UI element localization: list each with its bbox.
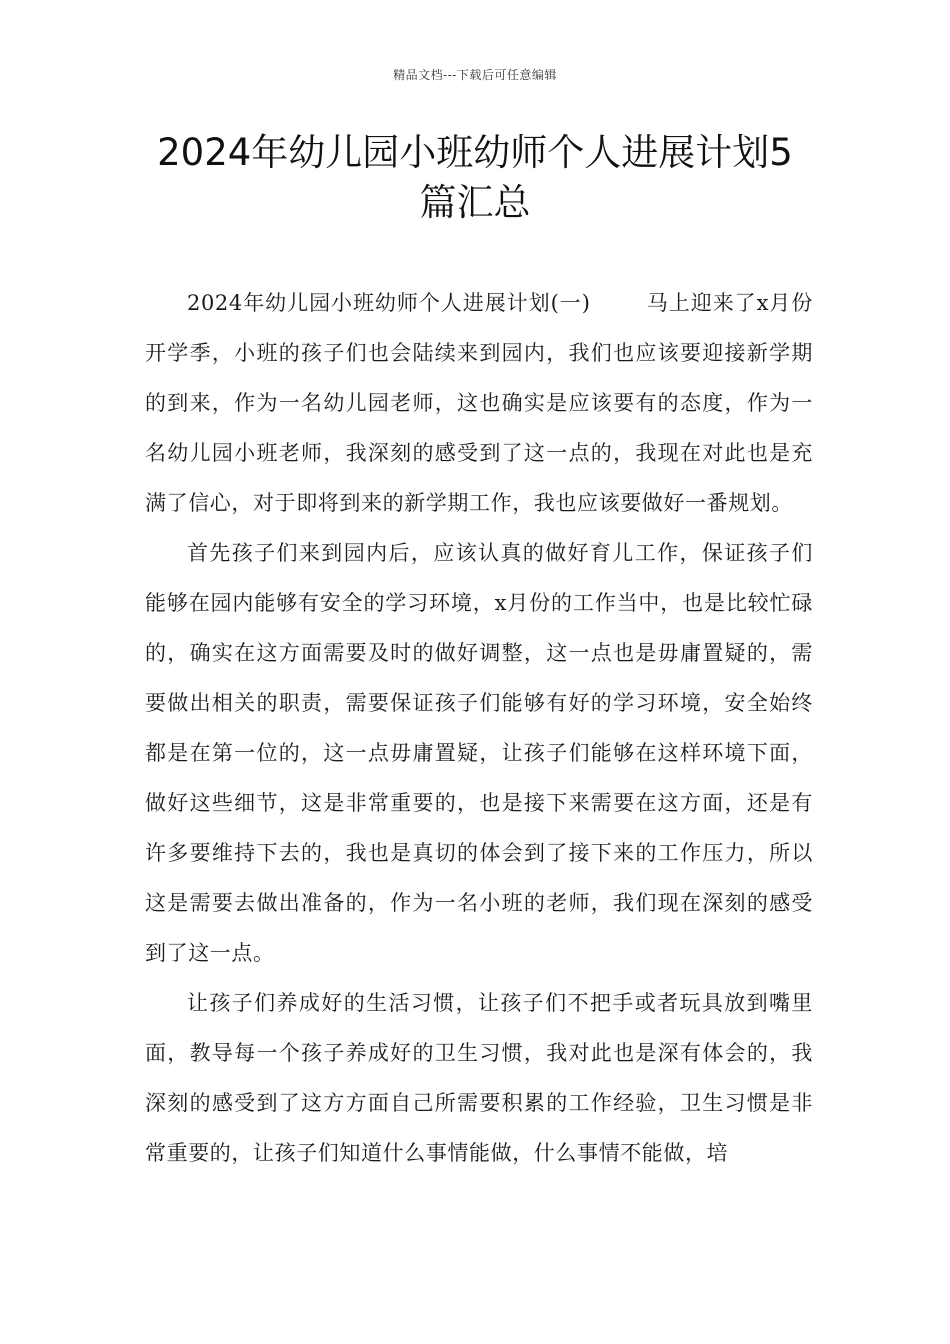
title-line-1: 2024年幼儿园小班幼师个人进展计划5 xyxy=(157,131,793,174)
title-line-2: 篇汇总 xyxy=(419,181,531,224)
paragraph-2: 首先孩子们来到园内后，应该认真的做好育儿工作，保证孩子们能够在园内能够有安全的学习环境，x月份的工作当中，也是比较忙碌的，确实在这方面需要及时的做好调整，这一点也是毋庸置疑的，需要做出相关的职责，需要保证孩子们能够有好的学习环境，安全始终都是在第一位的，这一点毋庸置疑，让孩子们能够在这样环境下面，做好这些细节，这是非常重要的，也是接下来需要在这方面，还是有许多要维持下去的，我也是真切的体会到了接下来的工作压力，所以这是需要去做出准备的，作为一名小班的老师，我们现在深刻的感受到了这一点。 xyxy=(145,541,813,965)
section-heading: 2024年幼儿园小班幼师个人进展计划(一) xyxy=(187,291,591,315)
paragraph-1-text: 马上迎来了x月份开学季，小班的孩子们也会陆续来到园内，我们也应该要迎接新学期的到来，作为一名幼儿园老师，这也确实是应该要有的态度，作为一名幼儿园小班老师，我深刻的感受到了这一点的，我现在对此也是充满了信心，对于即将到来的新学期工作，我也应该要做好一番规划。 xyxy=(145,291,813,515)
paragraph-3: 让孩子们养成好的生活习惯，让孩子们不把手或者玩具放到嘴里面，教导每一个孩子养成好的卫生习惯，我对此也是深有体会的，我深刻的感受到了这方方面自己所需要积累的工作经验，卫生习惯是非常重要的，让孩子们知道什么事情能做，什么事情不能做，培 xyxy=(145,991,813,1165)
document-body xyxy=(145,278,813,1178)
paragraph-1 xyxy=(145,278,813,528)
header-note: 精品文档---下载后可任意编辑 xyxy=(393,68,557,82)
document-title xyxy=(140,128,810,228)
